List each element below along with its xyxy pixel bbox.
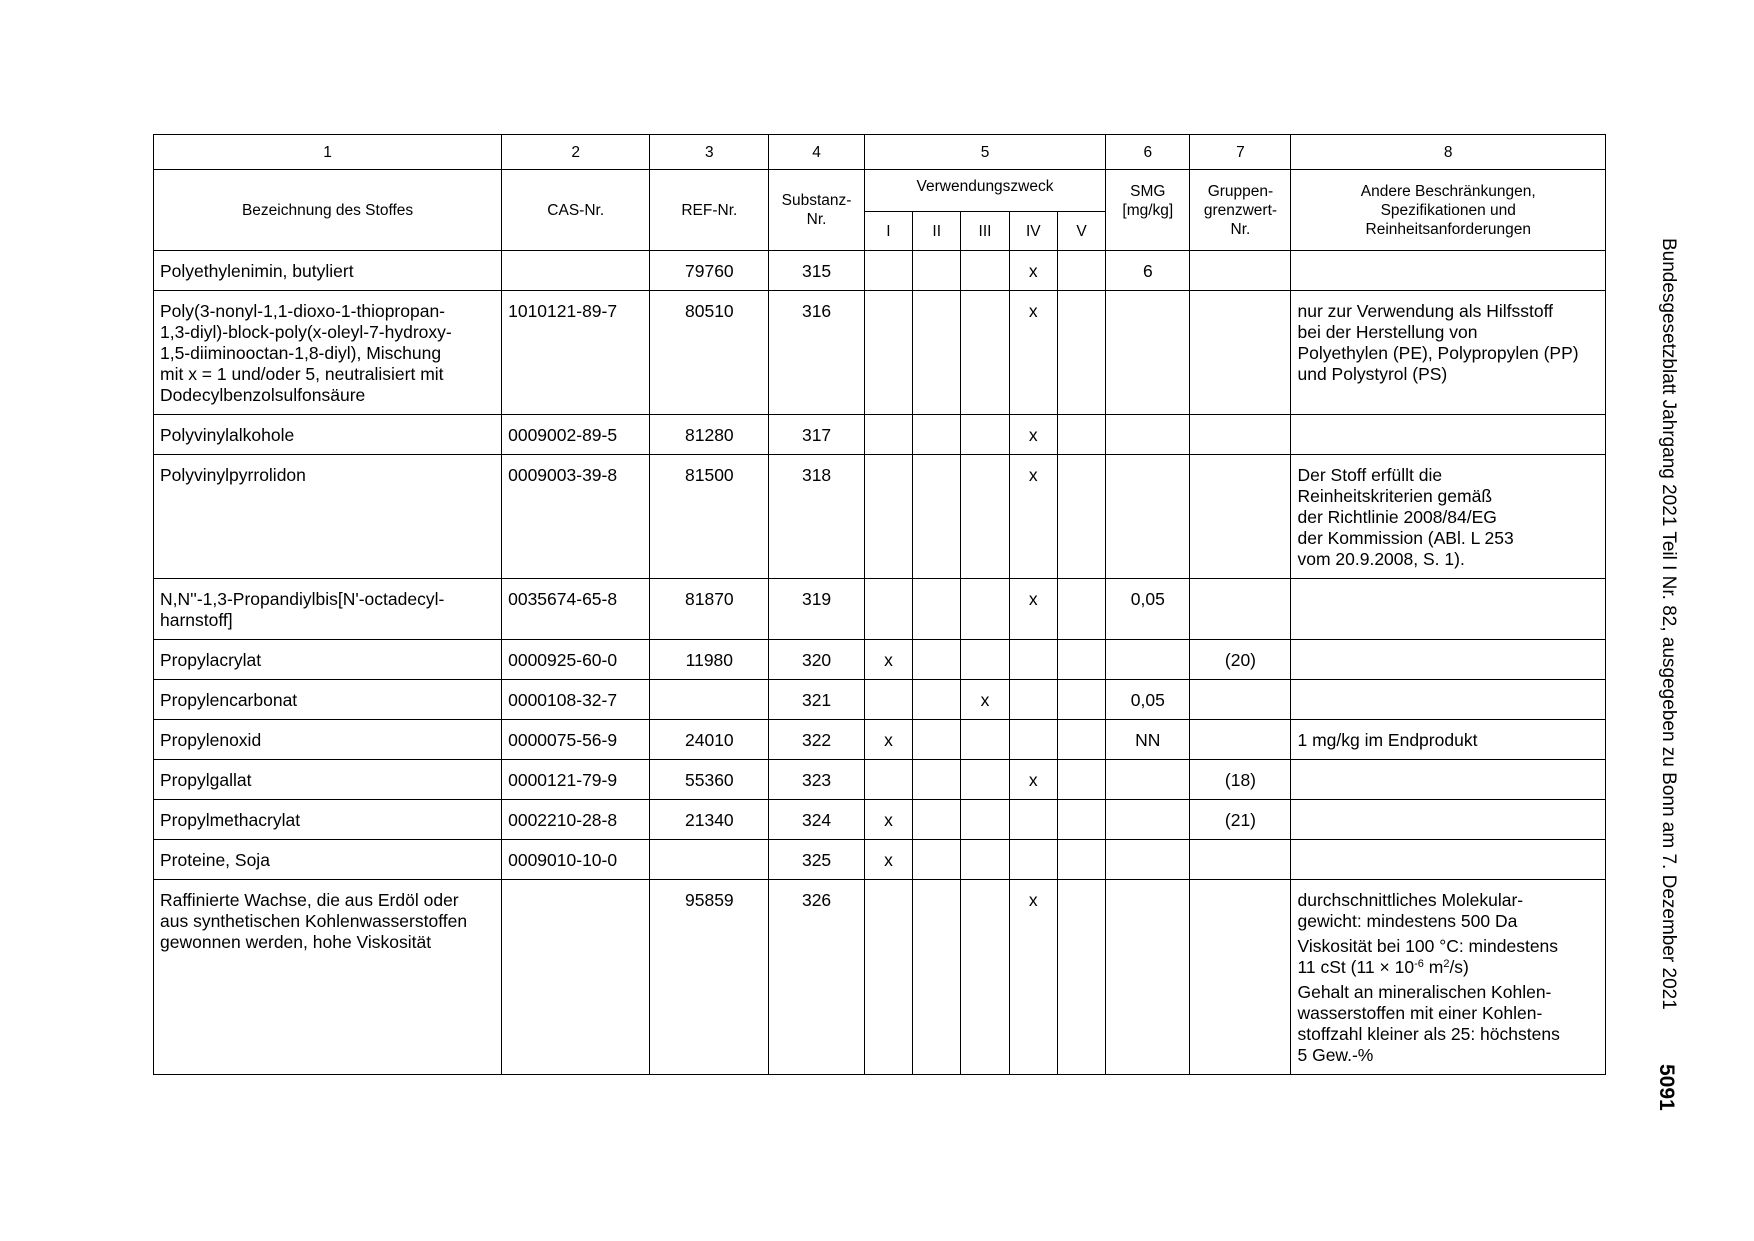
table-row xyxy=(154,680,1606,720)
cas-number-cell: 0002210-28-8 xyxy=(502,800,650,840)
group-limit-cell xyxy=(1190,579,1291,640)
substance-number-cell: 321 xyxy=(769,680,864,720)
group-limit-cell: (18) xyxy=(1190,760,1291,800)
restriction-line: stoffzahl kleiner als 25: höchstens xyxy=(1297,1024,1560,1044)
group-limit-cell xyxy=(1190,415,1291,455)
restriction-line: Polyethylen (PE), Polypropylen (PP) xyxy=(1297,343,1579,363)
table-row xyxy=(154,840,1606,880)
purpose-iv-cell: x xyxy=(1009,760,1057,800)
table-body xyxy=(154,251,1606,1075)
group-limit-cell xyxy=(1190,880,1291,1075)
substance-name-line: Propylencarbonat xyxy=(160,690,298,710)
header-group-line: Gruppen- xyxy=(1207,183,1274,200)
substance-table xyxy=(153,134,1606,1075)
restriction-line: 1 mg/kg im Endprodukt xyxy=(1297,730,1478,750)
substance-number-cell: 315 xyxy=(769,251,864,291)
header-substance xyxy=(769,170,864,251)
header-substance-line: Substanz- xyxy=(781,192,852,209)
header-other-line: Reinheitsanforderungen xyxy=(1365,221,1531,238)
purpose-iv-cell: x xyxy=(1009,880,1057,1075)
substance-name-line: Propylacrylat xyxy=(160,650,262,670)
purpose-iii-cell xyxy=(961,800,1009,840)
header-purpose-iv: IV xyxy=(1009,212,1057,251)
purpose-iii-cell xyxy=(961,760,1009,800)
other-restrictions-cell xyxy=(1291,455,1606,579)
smg-cell xyxy=(1106,455,1190,579)
purpose-iii-cell xyxy=(961,840,1009,880)
substance-name-line: aus synthetischen Kohlenwasserstoffen xyxy=(160,911,468,931)
purpose-iv-cell: x xyxy=(1009,579,1057,640)
purpose-iii-cell xyxy=(961,579,1009,640)
purpose-i-cell xyxy=(864,680,912,720)
column-number-row xyxy=(154,135,1606,170)
group-limit-cell xyxy=(1190,291,1291,415)
substance-number-cell: 317 xyxy=(769,415,864,455)
header-group-limit xyxy=(1190,170,1291,251)
other-restrictions-cell xyxy=(1291,720,1606,760)
table-row xyxy=(154,579,1606,640)
substance-name-cell xyxy=(154,680,502,720)
restriction-line: 5 Gew.-% xyxy=(1297,1045,1374,1065)
substance-number-cell: 324 xyxy=(769,800,864,840)
cas-number-cell: 0000108-32-7 xyxy=(502,680,650,720)
header-group-line: Nr. xyxy=(1230,221,1251,238)
smg-cell xyxy=(1106,840,1190,880)
purpose-v-cell xyxy=(1057,840,1105,880)
purpose-ii-cell xyxy=(913,640,961,680)
purpose-iv-cell xyxy=(1009,640,1057,680)
other-restrictions-cell xyxy=(1291,415,1606,455)
restriction-line: der Richtlinie 2008/84/EG xyxy=(1297,507,1497,527)
substance-number-cell: 316 xyxy=(769,291,864,415)
smg-cell xyxy=(1106,415,1190,455)
purpose-v-cell xyxy=(1057,680,1105,720)
cas-number-cell: 0009003-39-8 xyxy=(502,455,650,579)
substance-name-line: Propylmethacrylat xyxy=(160,810,301,830)
header-group-line: grenzwert- xyxy=(1203,202,1278,219)
substance-number-cell: 319 xyxy=(769,579,864,640)
purpose-iv-cell: x xyxy=(1009,251,1057,291)
header-purpose-v: V xyxy=(1057,212,1105,251)
purpose-iii-cell xyxy=(961,640,1009,680)
page-number: 5091 xyxy=(1655,1064,1678,1111)
table-row xyxy=(154,291,1606,415)
substance-name-line: Raffinierte Wachse, die aus Erdöl oder xyxy=(160,890,459,910)
substance-name-cell xyxy=(154,760,502,800)
cas-number-cell: 0000121-79-9 xyxy=(502,760,650,800)
substance-number-cell: 325 xyxy=(769,840,864,880)
restriction-paragraph xyxy=(1297,982,1599,1066)
purpose-i-cell: x xyxy=(864,800,912,840)
purpose-i-cell xyxy=(864,579,912,640)
substance-name-line: Dodecylbenzolsulfonsäure xyxy=(160,385,366,405)
purpose-v-cell xyxy=(1057,579,1105,640)
substance-name-cell xyxy=(154,415,502,455)
substance-name-line: Propylenoxid xyxy=(160,730,262,750)
purpose-ii-cell xyxy=(913,840,961,880)
purpose-iii-cell xyxy=(961,880,1009,1075)
substance-name-line: Polyethylenimin, butyliert xyxy=(160,261,354,281)
header-smg-line: SMG xyxy=(1130,183,1166,200)
purpose-ii-cell xyxy=(913,800,961,840)
purpose-iii-cell xyxy=(961,455,1009,579)
column-number: 3 xyxy=(650,135,769,170)
other-restrictions-cell xyxy=(1291,840,1606,880)
header-purpose: Verwendungszweck xyxy=(864,170,1105,212)
group-limit-cell xyxy=(1190,251,1291,291)
header-substance-line: Nr. xyxy=(806,211,827,228)
purpose-iv-cell: x xyxy=(1009,291,1057,415)
purpose-iv-cell: x xyxy=(1009,415,1057,455)
purpose-iii-cell xyxy=(961,415,1009,455)
cas-number-cell xyxy=(502,251,650,291)
header-purpose-i: I xyxy=(864,212,912,251)
purpose-iii-cell xyxy=(961,291,1009,415)
purpose-iv-cell xyxy=(1009,720,1057,760)
ref-number-cell: 81500 xyxy=(650,455,769,579)
cas-number-cell: 0009002-89-5 xyxy=(502,415,650,455)
restriction-line: wasserstoffen mit einer Kohlen- xyxy=(1297,1003,1543,1023)
restriction-line: Der Stoff erfüllt die xyxy=(1297,465,1443,485)
purpose-ii-cell xyxy=(913,415,961,455)
header-cas: CAS-Nr. xyxy=(502,170,650,251)
purpose-iii-cell: x xyxy=(961,680,1009,720)
group-limit-cell xyxy=(1190,680,1291,720)
ref-number-cell: 21340 xyxy=(650,800,769,840)
cas-number-cell: 0009010-10-0 xyxy=(502,840,650,880)
column-number: 7 xyxy=(1190,135,1291,170)
restriction-line: bei der Herstellung von xyxy=(1297,322,1478,342)
smg-cell: 6 xyxy=(1106,251,1190,291)
substance-name-line: 1,3-diyl)-block-poly(x-oleyl-7-hydroxy- xyxy=(160,322,452,342)
cas-number-cell: 0035674-65-8 xyxy=(502,579,650,640)
restriction-line: Gehalt an mineralischen Kohlen- xyxy=(1297,982,1552,1002)
substance-number-cell: 320 xyxy=(769,640,864,680)
other-restrictions-cell xyxy=(1291,760,1606,800)
table-row xyxy=(154,880,1606,1075)
purpose-v-cell xyxy=(1057,800,1105,840)
restriction-paragraph xyxy=(1297,465,1599,570)
column-number: 5 xyxy=(864,135,1105,170)
purpose-iv-cell xyxy=(1009,800,1057,840)
table-row xyxy=(154,800,1606,840)
purpose-i-cell xyxy=(864,291,912,415)
gazette-running-title: Bundesgesetzblatt Jahrgang 2021 Teil I Nr. 82, ausgegeben zu Bonn am 7. Dezember 2021 xyxy=(1658,238,1679,1010)
purpose-iii-cell xyxy=(961,251,1009,291)
restriction-line: durchschnittliches Molekular- xyxy=(1297,890,1524,910)
purpose-v-cell xyxy=(1057,720,1105,760)
purpose-ii-cell xyxy=(913,720,961,760)
restriction-line: Reinheitskriterien gemäß xyxy=(1297,486,1493,506)
substance-name-line: harnstoff] xyxy=(160,610,233,630)
restriction-paragraph xyxy=(1297,301,1599,385)
substance-name-line: Poly(3-nonyl-1,1-dioxo-1-thiopropan- xyxy=(160,301,446,321)
restriction-paragraph xyxy=(1297,936,1599,978)
purpose-ii-cell xyxy=(913,680,961,720)
restriction-line: gewicht: mindestens 500 Da xyxy=(1297,911,1518,931)
purpose-ii-cell xyxy=(913,760,961,800)
purpose-i-cell xyxy=(864,455,912,579)
purpose-v-cell xyxy=(1057,415,1105,455)
purpose-iv-cell xyxy=(1009,840,1057,880)
header-smg-line: [mg/kg] xyxy=(1122,202,1174,219)
substance-name-line: mit x = 1 und/oder 5, neutralisiert mit xyxy=(160,364,444,384)
header-ref: REF-Nr. xyxy=(650,170,769,251)
purpose-i-cell: x xyxy=(864,640,912,680)
purpose-i-cell xyxy=(864,251,912,291)
header-other-line: Andere Beschränkungen, xyxy=(1360,183,1536,200)
header-other-restrictions xyxy=(1291,170,1606,251)
substance-name-line: N,N''-1,3-Propandiylbis[N'-octadecyl- xyxy=(160,589,445,609)
substance-name-cell xyxy=(154,720,502,760)
column-number: 8 xyxy=(1291,135,1606,170)
group-limit-cell: (21) xyxy=(1190,800,1291,840)
restriction-line: vom 20.9.2008, S. 1). xyxy=(1297,549,1465,569)
purpose-ii-cell xyxy=(913,455,961,579)
purpose-ii-cell xyxy=(913,291,961,415)
purpose-iv-cell: x xyxy=(1009,455,1057,579)
smg-cell: NN xyxy=(1106,720,1190,760)
substance-name-cell xyxy=(154,880,502,1075)
substance-name-line: gewonnen werden, hohe Viskosität xyxy=(160,932,432,952)
purpose-v-cell xyxy=(1057,455,1105,579)
substance-name-cell xyxy=(154,291,502,415)
smg-cell xyxy=(1106,880,1190,1075)
restriction-line: Viskosität bei 100 °C: mindestens xyxy=(1297,936,1559,956)
other-restrictions-cell xyxy=(1291,640,1606,680)
substance-name-cell xyxy=(154,579,502,640)
group-limit-cell xyxy=(1190,840,1291,880)
ref-number-cell: 79760 xyxy=(650,251,769,291)
substance-number-cell: 326 xyxy=(769,880,864,1075)
substance-name-cell xyxy=(154,840,502,880)
header-purpose-iii: III xyxy=(961,212,1009,251)
header-smg xyxy=(1106,170,1190,251)
column-number: 6 xyxy=(1106,135,1190,170)
purpose-v-cell xyxy=(1057,640,1105,680)
cas-number-cell: 0000925-60-0 xyxy=(502,640,650,680)
table-row xyxy=(154,760,1606,800)
column-number: 4 xyxy=(769,135,864,170)
restriction-line: nur zur Verwendung als Hilfsstoff xyxy=(1297,301,1553,321)
table-row xyxy=(154,640,1606,680)
cas-number-cell: 1010121-89-7 xyxy=(502,291,650,415)
purpose-i-cell xyxy=(864,415,912,455)
column-number: 1 xyxy=(154,135,502,170)
substance-name-cell xyxy=(154,455,502,579)
other-restrictions-cell xyxy=(1291,291,1606,415)
header-name: Bezeichnung des Stoffes xyxy=(154,170,502,251)
purpose-v-cell xyxy=(1057,251,1105,291)
substance-name-line: 1,5-diiminooctan-1,8-diyl), Mischung xyxy=(160,343,442,363)
other-restrictions-cell xyxy=(1291,579,1606,640)
group-limit-cell xyxy=(1190,455,1291,579)
smg-cell xyxy=(1106,800,1190,840)
other-restrictions-cell xyxy=(1291,680,1606,720)
ref-number-cell: 95859 xyxy=(650,880,769,1075)
restriction-line: und Polystyrol (PS) xyxy=(1297,364,1448,384)
substance-name-cell xyxy=(154,251,502,291)
purpose-v-cell xyxy=(1057,760,1105,800)
ref-number-cell: 11980 xyxy=(650,640,769,680)
purpose-iv-cell xyxy=(1009,680,1057,720)
purpose-i-cell xyxy=(864,760,912,800)
other-restrictions-cell xyxy=(1291,880,1606,1075)
header-purpose-ii: II xyxy=(913,212,961,251)
ref-number-cell: 55360 xyxy=(650,760,769,800)
group-limit-cell xyxy=(1190,720,1291,760)
substance-name-line: Polyvinylpyrrolidon xyxy=(160,465,306,485)
cas-number-cell xyxy=(502,880,650,1075)
ref-number-cell: 81280 xyxy=(650,415,769,455)
purpose-i-cell: x xyxy=(864,720,912,760)
substance-name-line: Propylgallat xyxy=(160,770,252,790)
ref-number-cell xyxy=(650,840,769,880)
column-number: 2 xyxy=(502,135,650,170)
restriction-line: der Kommission (ABl. L 253 xyxy=(1297,528,1514,548)
substance-number-cell: 318 xyxy=(769,455,864,579)
table-row xyxy=(154,455,1606,579)
smg-cell: 0,05 xyxy=(1106,579,1190,640)
header-row xyxy=(154,170,1606,212)
purpose-iii-cell xyxy=(961,720,1009,760)
substance-name-cell xyxy=(154,800,502,840)
restriction-paragraph xyxy=(1297,890,1599,932)
purpose-v-cell xyxy=(1057,880,1105,1075)
group-limit-cell: (20) xyxy=(1190,640,1291,680)
smg-cell xyxy=(1106,640,1190,680)
restriction-paragraph xyxy=(1297,730,1599,751)
other-restrictions-cell xyxy=(1291,251,1606,291)
ref-number-cell: 80510 xyxy=(650,291,769,415)
smg-cell: 0,05 xyxy=(1106,680,1190,720)
substance-name-line: Proteine, Soja xyxy=(160,850,270,870)
purpose-i-cell: x xyxy=(864,840,912,880)
substance-number-cell: 322 xyxy=(769,720,864,760)
restriction-line: 11 cSt ($11 \times 10^{-6}$ $m^2/s$) xyxy=(1297,957,1469,977)
ref-number-cell: 24010 xyxy=(650,720,769,760)
table-row xyxy=(154,720,1606,760)
purpose-ii-cell xyxy=(913,579,961,640)
substance-name-line: Polyvinylalkohole xyxy=(160,425,295,445)
smg-cell xyxy=(1106,760,1190,800)
purpose-i-cell xyxy=(864,880,912,1075)
purpose-ii-cell xyxy=(913,251,961,291)
substance-name-cell xyxy=(154,640,502,680)
purpose-ii-cell xyxy=(913,880,961,1075)
substance-number-cell: 323 xyxy=(769,760,864,800)
table-row xyxy=(154,415,1606,455)
header-other-line: Spezifikationen und xyxy=(1380,202,1516,219)
cas-number-cell: 0000075-56-9 xyxy=(502,720,650,760)
table-row xyxy=(154,251,1606,291)
other-restrictions-cell xyxy=(1291,800,1606,840)
smg-cell xyxy=(1106,291,1190,415)
ref-number-cell xyxy=(650,680,769,720)
ref-number-cell: 81870 xyxy=(650,579,769,640)
purpose-v-cell xyxy=(1057,291,1105,415)
